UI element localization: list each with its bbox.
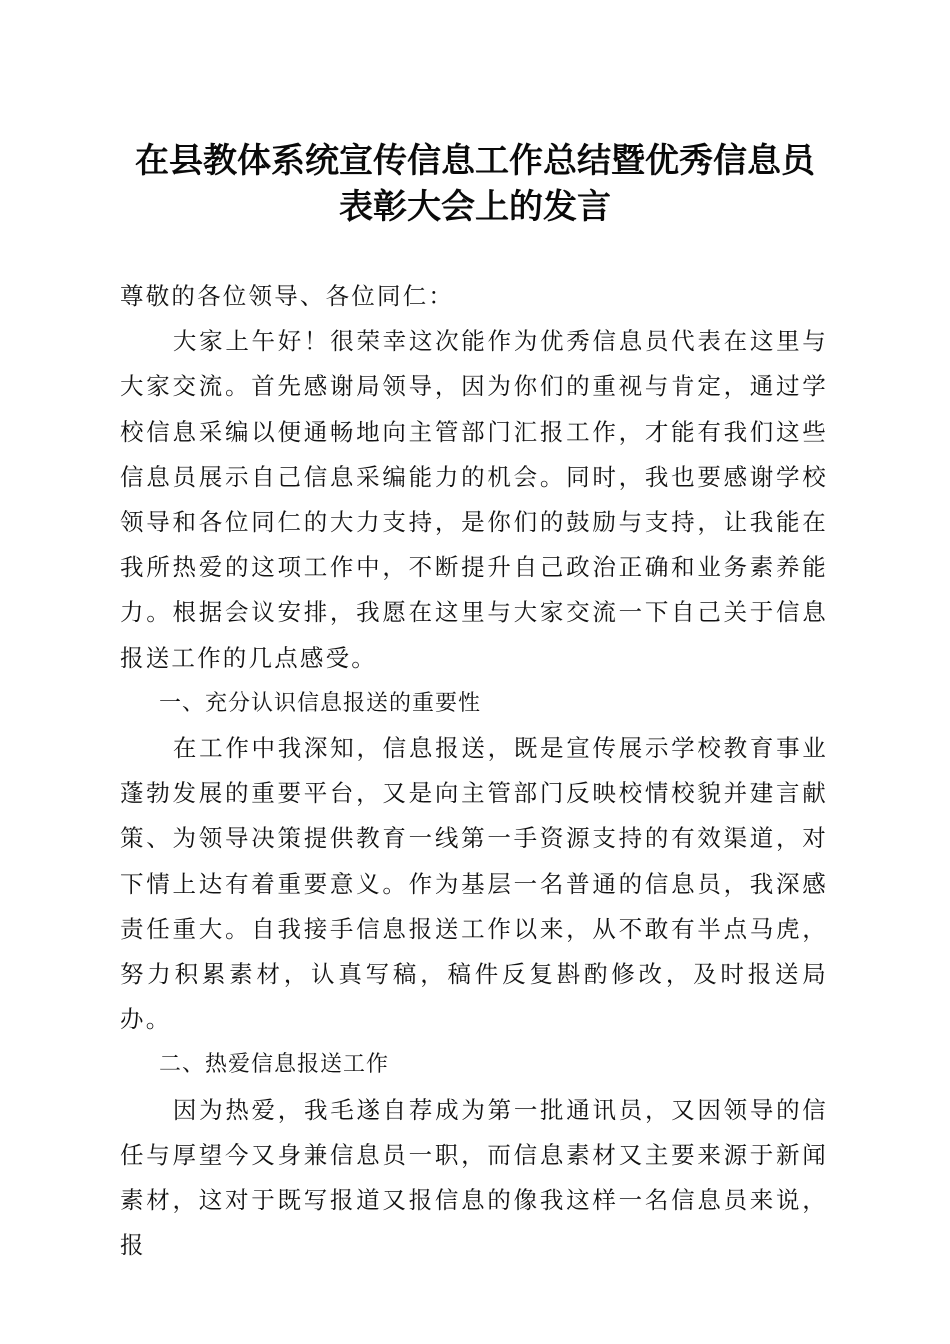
salutation: 尊敬的各位领导、各位同仁： xyxy=(120,282,455,310)
section-heading-2: 二、热爱信息报送工作 xyxy=(159,1052,390,1078)
document-title-line-2: 表彰大会上的发言 xyxy=(339,187,611,227)
section-heading-1: 一、充分认识信息报送的重要性 xyxy=(159,690,482,716)
document-title-line-1: 在县教体系统宣传信息工作总结暨优秀信息员 xyxy=(135,141,815,181)
paragraph-opening: 大家上午好！很荣幸这次能作为优秀信息员代表在这里与大家交流。首先感谢局领导，因为你们的重视与肯定，通过学校信息采编以便通畅地向主管部门汇报工作，才能有我们这些信息员展示自己信息采编能力的机会。同时，我也要感谢学校领导和各位同仁的大力支持，是你们的鼓励与支持，让我能在我所热爱的这项工作中，不断提升自己政治正确和业务素养能力。根据会议安排，我愿在这里与大家交流一下自己关于信息报送工作的几点感受。 xyxy=(120,327,828,672)
paragraph-section-1: 在工作中我深知，信息报送，既是宣传展示学校教育事业蓬勃发展的重要平台，又是向主管部门反映校情校貌并建言献策、为领导决策提供教育一线第一手资源支持的有效渠道，对下情上达有着重要意义。作为基层一名普通的信息员，我深感责任重大。自我接手信息报送工作以来，从不敢有半点马虎，努力积累素材，认真写稿，稿件反复斟酌修改，及时报送局办。 xyxy=(120,734,828,1034)
document-body xyxy=(120,274,828,1268)
paragraph-section-2: 因为热爱，我毛遂自荐成为第一批通讯员，又因领导的信任与厚望今又身兼信息员一职，而信息素材又主要来源于新闻素材，这对于既写报道又报信息的像我这样一名信息员来说，报 xyxy=(120,1095,828,1260)
